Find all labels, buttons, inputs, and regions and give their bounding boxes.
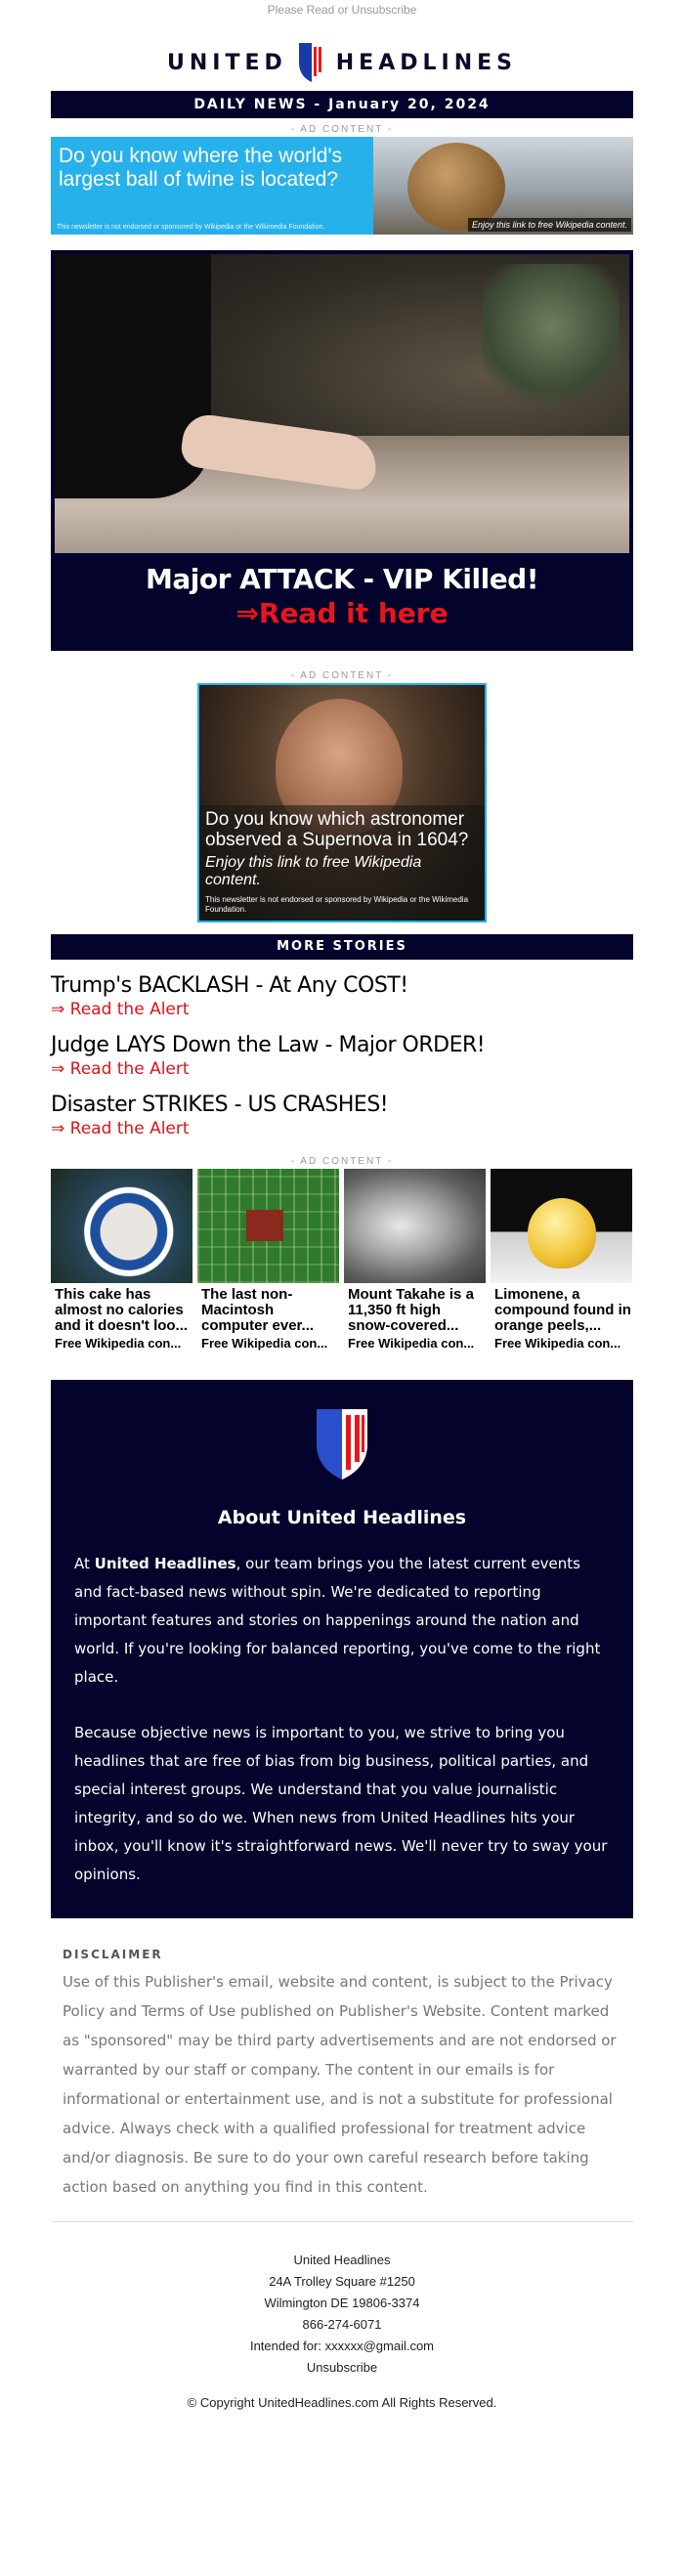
unsubscribe-link[interactable]: Unsubscribe — [306, 2360, 378, 2375]
ad-card-caption[interactable]: The last non-Macintosh computer ever... — [201, 1287, 315, 1334]
flowers-decoration — [483, 264, 620, 420]
footer — [51, 2250, 633, 2414]
brand-name-left: UNITED — [167, 50, 287, 75]
about-p1-prefix: At — [74, 1555, 95, 1572]
ad-card[interactable] — [491, 1169, 632, 1351]
story-read-link[interactable]: ⇒ Read the Alert — [51, 1119, 190, 1138]
twine-ad-question: Do you know where the world's largest ball of twine is located? — [59, 145, 342, 191]
preheader-link[interactable]: Please Read or Unsubscribe — [267, 3, 417, 17]
story-item[interactable] — [51, 1093, 633, 1138]
ad-label: - AD CONTENT - — [290, 670, 394, 681]
footer-phone: 866-274-6071 — [302, 2317, 382, 2332]
about-brand-name: United Headlines — [94, 1555, 236, 1572]
footer-address-1: 24A Trolley Square #1250 — [269, 2274, 415, 2289]
divider — [51, 2221, 633, 2222]
about-paragraph-2: Because objective news is important to you, we strive to bring you headlines that are free of bias from big business, political parties, and special interest groups. We understand that you value journalistic integrity, and so do we. When news from United Headlines hits your inbox, you'll know it's straightforward news. We'll never try to sway your opinions. — [74, 1724, 608, 1883]
ad-card-caption[interactable]: This cake has almost no calories and it doesn't loo... — [55, 1287, 189, 1334]
story-title[interactable]: Judge LAYS Down the Law - Major ORDER! — [51, 1033, 486, 1057]
story-title[interactable]: Trump's BACKLASH - At Any COST! — [51, 973, 408, 998]
disclaimer-title: DISCLAIMER — [63, 1948, 163, 1961]
about-paragraph-1 — [74, 1550, 610, 1692]
twine-ad-disclaimer: This newsletter is not endorsed or sponsored by Wikipedia or the Wikimedia Foundation. — [57, 224, 325, 231]
date-banner: DAILY NEWS - January 20, 2024 — [51, 91, 633, 118]
disclaimer-text: Use of this Publisher's email, website and content, is subject to the Privacy Policy and Terms of Use published on Publisher's Website. Content marked as "sponsored" may be third party advertisements and are not endorsed or warranted by our staff or company. The content in our emails is for informational or entertainment use, and is not a substitute for professional advice. Always check with a qualified professional for treatment advice and/or diagnosis. Be sure to do your own careful research before taking action based on anything you find in this content. — [63, 1973, 617, 2196]
story-title[interactable]: Disaster STRIKES - US CRASHES! — [51, 1093, 389, 1117]
twine-ball-image[interactable] — [373, 137, 633, 235]
astronomer-ad[interactable] — [197, 683, 487, 923]
astronomer-ad-caption: Enjoy this link to free Wikipedia content. — [205, 854, 422, 888]
ad-grid — [51, 1169, 633, 1351]
preheader — [51, 0, 633, 22]
chip-shape — [246, 1210, 283, 1241]
hero-image[interactable] — [55, 254, 629, 553]
ad-card-caption[interactable]: Limonene, a compound found in orange peels,... — [494, 1287, 631, 1334]
lemon-shape — [528, 1198, 596, 1268]
circuit-board-icon[interactable] — [197, 1169, 339, 1283]
more-stories-header: MORE STORIES — [51, 934, 633, 960]
ad-card[interactable] — [197, 1169, 339, 1351]
about-section — [51, 1380, 633, 1918]
ad-card-source[interactable]: Free Wikipedia con... — [55, 1336, 182, 1351]
twine-ad-caption: Enjoy this link to free Wikipedia content. — [468, 218, 631, 232]
story-read-link[interactable]: ⇒ Read the Alert — [51, 1059, 190, 1079]
ad-card-source[interactable]: Free Wikipedia con... — [201, 1336, 328, 1351]
brand-logo[interactable] — [51, 34, 633, 91]
story-item[interactable] — [51, 1033, 633, 1079]
ad-card[interactable] — [344, 1169, 486, 1351]
hero-story[interactable] — [51, 250, 633, 651]
shield-logo-icon — [297, 41, 326, 84]
astronomer-ad-text — [199, 805, 485, 921]
ad-card[interactable] — [51, 1169, 192, 1351]
lemon-icon[interactable] — [491, 1169, 632, 1283]
twine-ad-text-panel — [51, 137, 373, 235]
ad-card-caption[interactable]: Mount Takahe is a 11,350 ft high snow-covered... — [348, 1287, 474, 1334]
disclaimer-section — [51, 1918, 633, 2213]
footer-copyright: © Copyright UnitedHeadlines.com All Rights Reserved. — [187, 2395, 497, 2410]
brand-name-right: HEADLINES — [335, 50, 517, 75]
footer-intended-for: Intended for: xxxxxx@gmail.com — [249, 2339, 435, 2353]
ad-card-source[interactable]: Free Wikipedia con... — [494, 1336, 621, 1351]
twine-ad-banner[interactable] — [51, 137, 633, 235]
about-title: About United Headlines — [217, 1507, 467, 1528]
ad-label: - AD CONTENT - — [290, 1156, 394, 1167]
footer-company: United Headlines — [293, 2253, 391, 2267]
ad-label: - AD CONTENT - — [290, 124, 394, 135]
hero-headline[interactable]: Major ATTACK - VIP Killed! — [146, 563, 538, 595]
footer-address-2: Wilmington DE 19806-3374 — [264, 2296, 420, 2310]
story-read-link[interactable]: ⇒ Read the Alert — [51, 1000, 190, 1019]
hero-read-link[interactable]: ⇒Read it here — [235, 597, 449, 629]
about-p1-text: , our team brings you the latest current events and fact-based news without spin. We're dedicated to reporting important features and stories on happenings around the nation and world. If you're looking for balanced reporting, you've come to the right place. — [74, 1555, 601, 1686]
ad-card-source[interactable]: Free Wikipedia con... — [348, 1336, 475, 1351]
cake-plate-icon[interactable] — [51, 1169, 192, 1283]
astronomer-ad-question: Do you know which astronomer observed a Supernova in 1604? — [205, 809, 469, 850]
story-item[interactable] — [51, 973, 633, 1019]
mountain-icon[interactable] — [344, 1169, 486, 1283]
shield-logo-icon — [313, 1405, 371, 1483]
astronomer-ad-disclaimer: This newsletter is not endorsed or sponsored by Wikipedia or the Wikimedia Foundation. — [205, 895, 469, 914]
